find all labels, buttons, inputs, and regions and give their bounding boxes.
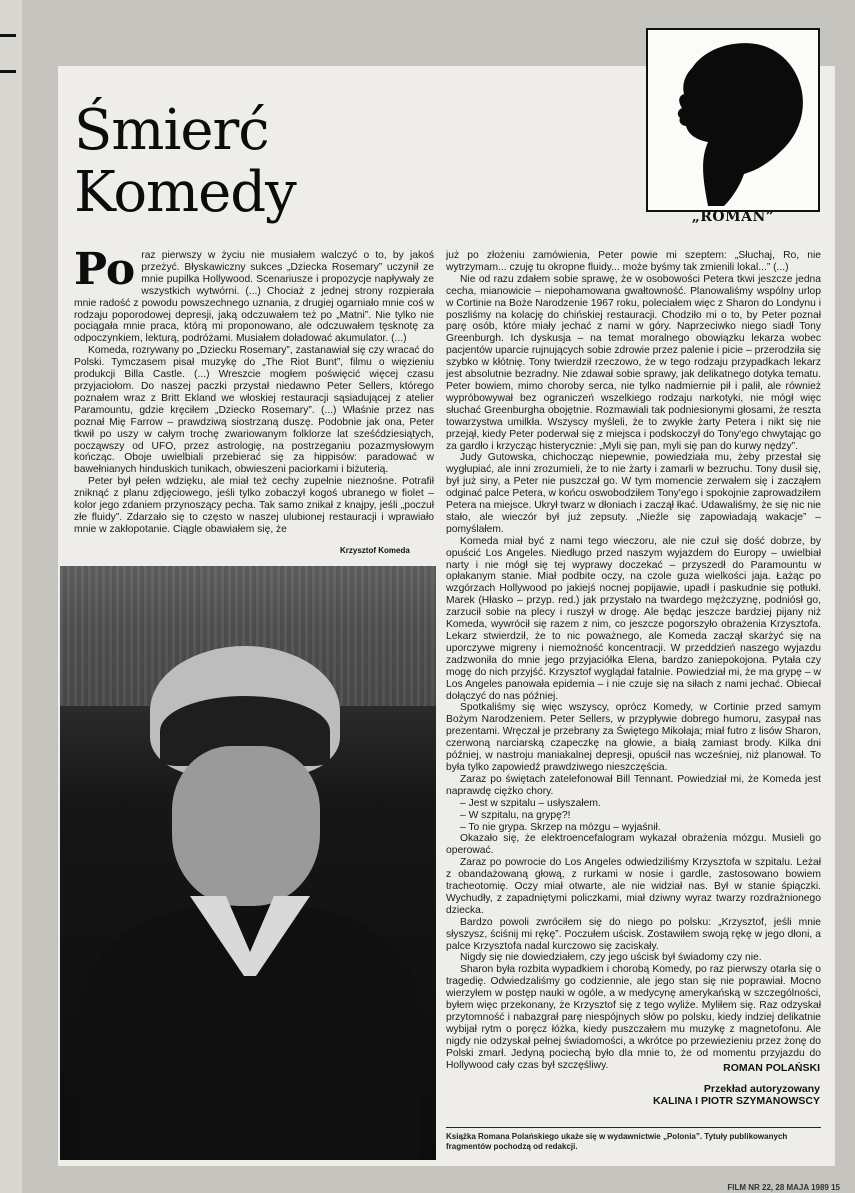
edge-mark [0, 34, 16, 37]
title-line-2: Komedy [74, 160, 296, 225]
dialogue-line: – To nie grypa. Skrzep na mózgu – wyjaśnił. [460, 821, 661, 833]
dialogue-line: – Jest w szpitalu – usłyszałem. [460, 797, 601, 809]
paragraph: Peter był pełen wdzięku, ale miał też cechy zupełnie nieznośne. Potrafił zniknąć z planu zdjęciowego, jeśli tylko zobaczył kogoś ubranego w fiolet – kolor jego zdaniem przynoszący pecha. Tak samo znikał z knajpy, jeśli „poczuł złe fluidy”. Zdarzało się to często w naszej ulubionej restauracji i wprawiało mnie w zakłopotanie. Ciągle obawiałem się, że [74, 476, 434, 535]
paragraph: Nigdy się nie dowiedziałem, czy jego uścisk był świadomy czy nie. [460, 952, 762, 964]
paragraph: Judy Gutowska, chichocząc niepewnie, powiedziała mu, żeby przestał się wygłupiać, ale inni zrozumieli, że to nie żarty i zamarli w bezruchu. Tony dusił się, był już siny, a Peter nie puszczał go. W tym momencie zerwałem się i zacząłem odginać palce Petera, w końcu oswobodziłem Tony'ego i spokojnie zaprowadziłem Petera na miejsce. Ukrył twarz w dłoniach i zaczął łkać. Udawaliśmy, że się nic nie stało, ale wieczór był już zepsuty. „Nieźle się zapowiadają wakacje” – pomyślałem. [446, 452, 821, 535]
paragraph: Zaraz po powrocie do Los Angeles odwiedziliśmy Krzysztofa w szpitalu. Leżał z obandażowaną głową, z rurkami w nosie i gardle, zastosowano bowiem tracheotomię. Oczy miał otwarte, ale nie widział nas. Był w stanie śpiączki. Wychudły, z zapadniętymi policzkami, miał dziwny wyraz twarzy rozdrażnionego dziecka. [446, 857, 821, 916]
paragraph: Komeda miał być z nami tego wieczoru, ale nie czuł się dość dobrze, by opuścić Los Angeles. Niedługo przed naszym wyjazdem do Europy – uwielbiał narty i nie mógł się tej wyprawy doczekać – przyszedł do Paramountu w opłakanym stanie. Miał podbite oczy, na czole guza wielkości jaja. Łażąc po wzgórzach Hollywood po jakiejś nocnej popijawie, upadł i paskudnie się potłukł. Marek (Hłasko – przyp. red.) jak przystało na twardego mężczyznę, podniósł go, zarzucił sobie na plecy i ruszył w drogę. Ale będąc jeszcze bardziej pijany niż Komeda, wywrócił się razem z nim, co jeszcze pogorszyło obrażenia Krzysztofa. Lekarz stwierdził, że to nic poważnego, ale Komeda zaczął skarżyć się na uporczywe migreny i niemożność koncentracji. W przeddzień naszego wyjazdu zadzwoniła do mnie jego przyjaciółka Elena, bardzo zaniepokojona. Pytała czy mogę do nich przyjść. Krzysztof wyglądał fatalnie. Powiedział mi, że ma grypę – w Los Angeles panowała epidemia – i nie czuje się na siłach z nami jechać. Obiecał dołączyć do nas później. [446, 535, 821, 702]
paragraph: Okazało się, że elektroencefalogram wykazał obrażenia mózgu. Musieli go operować. [446, 833, 821, 857]
title-line-1: Śmierć [74, 98, 269, 163]
photo-figure-face [172, 746, 320, 906]
paragraph: Zaraz po świętach zatelefonował Bill Tennant. Powiedział mi, że Komeda jest naprawdę ciężko chory. [446, 773, 821, 797]
silhouette-profile-icon [648, 30, 818, 210]
left-author: Krzysztof Komeda [340, 546, 410, 555]
page-edge [0, 0, 22, 1193]
translation-credit [600, 1083, 820, 1107]
footnote: Książka Romana Polańskiego ukaże się w wydawnictwie „Polonia”. Tytuły publikowanych fragmentów pochodzą od redakcji. [446, 1127, 821, 1152]
article-title [74, 100, 296, 224]
drop-cap: Po [74, 250, 136, 295]
dialogue-line: – W szpitalu, na grypę?! [460, 809, 571, 821]
paragraph: Nie od razu zdałem sobie sprawę, że w osobowości Petera tkwi jeszcze jedna cecha, mianowicie – niepohamowana gwałtowność. Planowaliśmy wspólny urlop w Cortinie na Boże Narodzenie 1967 roku, poleciałem więc z Sharon do Londynu i poszliśmy na kolację do chińskiej restauracji. Chodziło mi o to, by Peter poznał parę osób, które miały jechać z nami w góry. Naprzeciwko niego siadł Tony Greenburgh. Ich dyskusja – na temat moralnego obowiązku lekarza wobec pacjentów uparcie rujnujących sobie zdrowie przez palenie i picie – przerodziła się szybko w kłótnię. Tony twierdził rzeczowo, że w tego rodzaju przypadkach lekarz jest absolutnie bezradny. Nie zdawał sobie sprawy, jak delikatnego dotyka tematu. Peter bowiem, mimo choroby serca, nie tylko nadmiernie pił i palił, ale również wypróbowywał bez ograniczeń wszelkiego rodzaju narkotyki, nie mógł więc słuchać Greenburgha obojętnie. Rozmawiali tak podniesionymi głosami, że reszta towarzystwa umilkła. Wszyscy myśleli, że to zwykłe żarty Petera i nikt się nie przejął, kiedy Peter poderwał się z miejsca i podskoczył do Tony'ego chwytając go za gardło i krzycząc histerycznie: „Myli się pan, myli się pan do kurwy nędzy”. [446, 273, 821, 452]
left-column [74, 250, 434, 562]
paragraph: już po złożeniu zamówienia, Peter powie mi szeptem: „Słuchaj, Ro, nie wytrzymam... czuję tu okropne fluidy... może byśmy tak zmienili lokal...” (...) [446, 250, 821, 273]
paragraph: raz pierwszy w życiu nie musiałem walczyć o to, by jakoś przeżyć. Błyskawiczny sukces „Dziecka Rosemary” uczynił ze mnie pupilka Hollywood. Scenariusze i propozycje napływały ze wszystkich wytwórni. (...) Chociaż z jednej strony rozpierała mnie radość z powodu powszechnego uznania, z drugiej ogarniało mnie coś w rodzaju poporodowej depresji, jaką odczuwałem też po „Matni”. Nie tylko nie pociągała mnie praca, którą mi proponowano, ale odczuwałem tęsknotę za odpoczynkiem, lekturą, podróżami. Musiałem doładować akumulator. (...) [74, 250, 434, 345]
section-label: „ROMAN” [691, 209, 775, 225]
signature-block [600, 1062, 820, 1107]
photo-komeda-at-piano [60, 566, 436, 1160]
edge-mark [0, 70, 16, 73]
translation-line: Przekład autoryzowany [703, 1083, 820, 1095]
page-folio: FILM NR 22, 28 MAJA 1989 15 [727, 1183, 840, 1192]
paragraph: Spotkaliśmy się więc wszyscy, oprócz Komedy, w Cortinie przed samym Bożym Narodzeniem. Peter Sellers, w przypływie dobrego humoru, zasypał nas prezentami. Wręczał je przebrany za Świętego Mikołaja; miał futro z lisów Sharon, czerwoną narciarską czapeczkę na głowie, a białą zamiast brody. Kilka dni później, w nastroju maniakalnej depresji, opuścił nas wcześniej, niż planował. To była tylko zapowiedź prawdziwego nieszczęścia. [446, 702, 821, 773]
paragraph: Sharon była rozbita wypadkiem i chorobą Komedy, po raz pierwszy otarła się o tragedię. Odwiedzaliśmy go codziennie, ale jego stan się nie poprawiał. Mocno wierzyłem w postęp nauki w ogóle, a w medycynę amerykańską w szczególności, byłem więc przekonany, że Krzysztof się z tego wyliże. Myliłem się. Raz odzyskał przytomność i nabazgrał parę niespójnych słów po polsku, kiedy indziej delikatnie wybijał rytm o poręcz łóżka, kiedy puszczałem mu muzykę z magnetofonu. Ale nigdy nie odzyskał pełnej świadomości, a wkrótce po przewiezieniu przez żonę do Polski zmarł. Jedyną pociechą było dla mnie to, że od momentu przyjazdu do Hollywood cały czas był szczęśliwy. [446, 964, 821, 1071]
right-column [446, 250, 821, 1110]
author-signature: ROMAN POLAŃSKI [723, 1062, 820, 1074]
translators: KALINA I PIOTR SZYMANOWSCY [652, 1095, 820, 1107]
paragraph: Bardzo powoli zwróciłem się do niego po polsku: „Krzysztof, jeśli mnie słyszysz, ściśnij mi rękę”. Poczułem uścisk. Zostawiłem swoją rękę w jego dłoni, a palce Krzysztofa nadal kurczowo się zaciskały. [446, 916, 821, 952]
silhouette-frame [646, 28, 820, 212]
photo-figure-body [80, 906, 420, 1160]
paragraph: Komeda, rozrywany po „Dziecku Rosemary”, zastanawiał się czy wracać do Polski. Tymczasem pisał muzykę do „The Riot Bunt”, filmu o więzieniu produkcji Billa Castle. (...) Wreszcie mogłem poświęcić więcej czasu przyjaciołom. Do naszej paczki przystał niedawno Peter Sellers, którego poznałem wraz z Britt Ekland we włoskiej restauracji sąsiadującej z atelier Paramountu, gdzie kręciłem „Dziecko Rosemary”. (...) Właśnie przez nas poznał Mię Farrow – prawdziwą siostrzaną duszę. Podobnie jak ona, Peter tkwił po uszy w całym trochę zwariowanym folklorze lat sześćdziesiątych, począwszy od UFO, przez astrologię, na postrzeganiu pozazmysłowym kończąc. Oboje uwielbiali przebierać się za hippisów: paradować w bawełnianych hinduskich tunikach, obwieszeni paciorkami i biżuterią. [74, 345, 434, 476]
